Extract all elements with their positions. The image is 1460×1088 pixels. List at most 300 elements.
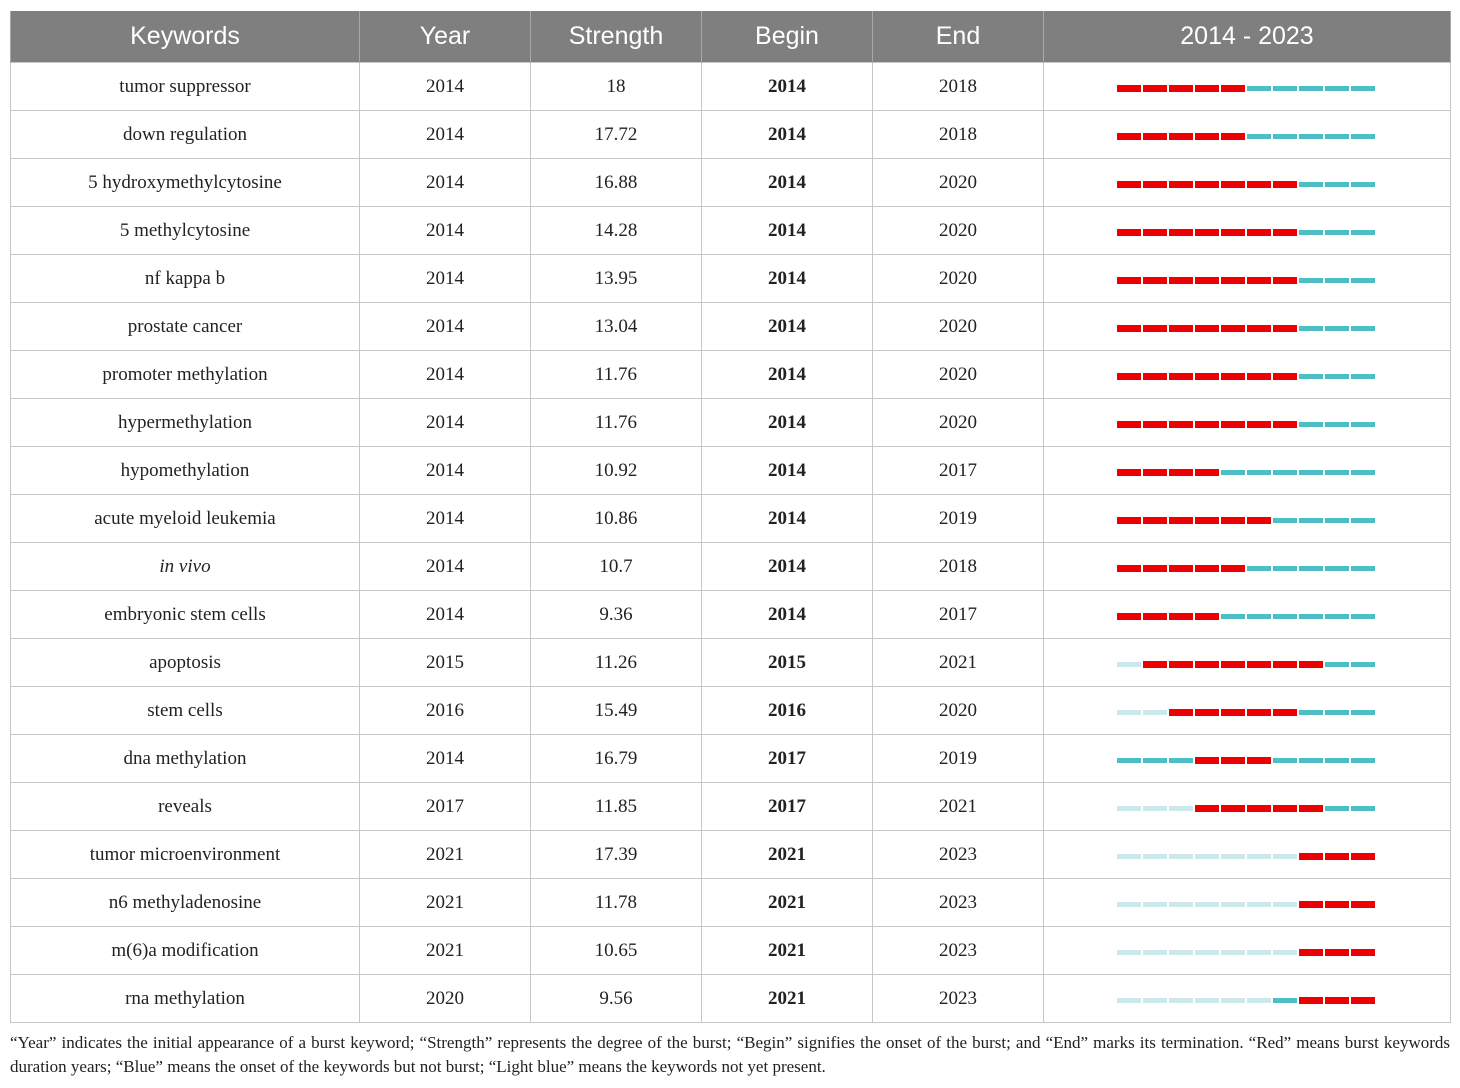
begin-cell: 2014 [702, 495, 873, 543]
timeline-segment-present-2023 [1351, 230, 1375, 235]
timeline-cell [1044, 879, 1451, 927]
strength-cell: 13.95 [531, 255, 702, 303]
timeline-segment-absent-2014 [1117, 950, 1141, 955]
strength-cell: 10.92 [531, 447, 702, 495]
timeline-segment-burst-2018 [1221, 709, 1245, 716]
begin-cell: 2015 [702, 639, 873, 687]
end-cell: 2020 [873, 351, 1044, 399]
timeline-cell [1044, 111, 1451, 159]
begin-cell: 2021 [702, 975, 873, 1023]
timeline-segment-absent-2016 [1169, 998, 1193, 1003]
begin-cell: 2017 [702, 735, 873, 783]
timeline-segment-burst-2015 [1143, 277, 1167, 284]
keyword-cell: embryonic stem cells [11, 591, 360, 639]
timeline-cell [1044, 927, 1451, 975]
burst-timeline [1044, 399, 1450, 446]
begin-cell: 2021 [702, 879, 873, 927]
timeline-segment-burst-2020 [1273, 661, 1297, 668]
timeline-cell [1044, 735, 1451, 783]
table-row [11, 159, 1451, 207]
begin-cell: 2017 [702, 783, 873, 831]
timeline-cell [1044, 495, 1451, 543]
timeline-segment-burst-2014 [1117, 133, 1141, 140]
timeline-segment-present-2020 [1273, 614, 1297, 619]
timeline-segment-absent-2014 [1117, 806, 1141, 811]
timeline-segment-absent-2014 [1117, 998, 1141, 1003]
table-row [11, 975, 1451, 1023]
timeline-segment-burst-2014 [1117, 565, 1141, 572]
timeline-segment-present-2022 [1325, 518, 1349, 523]
timeline-segment-absent-2015 [1143, 950, 1167, 955]
year-cell: 2014 [360, 255, 531, 303]
table-row [11, 879, 1451, 927]
timeline-segment-burst-2019 [1247, 181, 1271, 188]
timeline-segment-present-2019 [1247, 614, 1271, 619]
timeline-segment-present-2021 [1299, 182, 1323, 187]
timeline-segment-burst-2021 [1299, 997, 1323, 1004]
timeline-segment-present-2023 [1351, 614, 1375, 619]
timeline-segment-absent-2016 [1169, 902, 1193, 907]
timeline-segment-burst-2017 [1195, 517, 1219, 524]
strength-cell: 11.76 [531, 399, 702, 447]
strength-cell: 10.65 [531, 927, 702, 975]
begin-cell: 2014 [702, 63, 873, 111]
timeline-segment-present-2022 [1325, 470, 1349, 475]
timeline-segment-present-2021 [1299, 86, 1323, 91]
end-cell: 2018 [873, 111, 1044, 159]
timeline-segment-present-2021 [1299, 230, 1323, 235]
timeline-segment-present-2021 [1299, 518, 1323, 523]
timeline-segment-burst-2016 [1169, 181, 1193, 188]
timeline-segment-burst-2020 [1273, 181, 1297, 188]
table-caption: “Year” indicates the initial appearance of a burst keyword; “Strength” represents the degree of the burst; “Begin” signifies the onset of the burst; and “End” marks its termination. “Red” means burst keywords duration years; “Blue” means the onset of the keywords but not burst; “Light blue” means the keywords not yet present. [10, 1033, 1450, 1076]
timeline-segment-burst-2019 [1247, 805, 1271, 812]
timeline-segment-burst-2015 [1143, 613, 1167, 620]
keyword-cell: prostate cancer [11, 303, 360, 351]
timeline-segment-burst-2019 [1247, 373, 1271, 380]
year-cell: 2021 [360, 831, 531, 879]
timeline-segment-present-2021 [1299, 614, 1323, 619]
keyword-cell: in vivo [11, 543, 360, 591]
timeline-segment-present-2023 [1351, 278, 1375, 283]
timeline-segment-present-2020 [1273, 998, 1297, 1003]
year-cell: 2014 [360, 303, 531, 351]
timeline-segment-burst-2019 [1247, 421, 1271, 428]
timeline-segment-present-2022 [1325, 662, 1349, 667]
timeline-cell [1044, 255, 1451, 303]
timeline-segment-present-2016 [1169, 758, 1193, 763]
timeline-segment-present-2021 [1299, 326, 1323, 331]
year-cell: 2014 [360, 495, 531, 543]
header-strength: Strength [531, 11, 702, 63]
timeline-segment-burst-2015 [1143, 325, 1167, 332]
timeline-segment-burst-2019 [1247, 661, 1271, 668]
timeline-segment-burst-2015 [1143, 517, 1167, 524]
strength-cell: 11.78 [531, 879, 702, 927]
timeline-segment-burst-2023 [1351, 949, 1375, 956]
timeline-segment-absent-2017 [1195, 854, 1219, 859]
end-cell: 2020 [873, 207, 1044, 255]
keyword-cell: hypomethylation [11, 447, 360, 495]
timeline-segment-burst-2019 [1247, 229, 1271, 236]
end-cell: 2023 [873, 975, 1044, 1023]
end-cell: 2017 [873, 447, 1044, 495]
table-row [11, 399, 1451, 447]
burst-keywords-table [10, 11, 1451, 1023]
table-row [11, 351, 1451, 399]
timeline-segment-burst-2017 [1195, 661, 1219, 668]
timeline-segment-burst-2022 [1325, 853, 1349, 860]
timeline-segment-burst-2014 [1117, 613, 1141, 620]
keyword-cell: dna methylation [11, 735, 360, 783]
end-cell: 2020 [873, 255, 1044, 303]
timeline-segment-burst-2020 [1273, 325, 1297, 332]
timeline-segment-burst-2021 [1299, 805, 1323, 812]
timeline-segment-burst-2019 [1247, 757, 1271, 764]
timeline-segment-present-2022 [1325, 806, 1349, 811]
timeline-segment-absent-2014 [1117, 710, 1141, 715]
timeline-segment-burst-2019 [1247, 709, 1271, 716]
timeline-segment-burst-2014 [1117, 85, 1141, 92]
begin-cell: 2014 [702, 543, 873, 591]
table-row [11, 735, 1451, 783]
table-row [11, 207, 1451, 255]
end-cell: 2021 [873, 783, 1044, 831]
table-header-row [11, 11, 1451, 63]
strength-cell: 9.36 [531, 591, 702, 639]
timeline-segment-present-2023 [1351, 662, 1375, 667]
timeline-segment-absent-2018 [1221, 854, 1245, 859]
timeline-segment-burst-2016 [1169, 565, 1193, 572]
timeline-segment-absent-2020 [1273, 854, 1297, 859]
timeline-cell [1044, 543, 1451, 591]
timeline-segment-present-2023 [1351, 806, 1375, 811]
timeline-segment-burst-2020 [1273, 229, 1297, 236]
end-cell: 2019 [873, 495, 1044, 543]
burst-timeline [1044, 879, 1450, 926]
table-row [11, 927, 1451, 975]
timeline-segment-burst-2014 [1117, 421, 1141, 428]
timeline-segment-burst-2016 [1169, 325, 1193, 332]
timeline-segment-present-2023 [1351, 710, 1375, 715]
keyword-cell: n6 methyladenosine [11, 879, 360, 927]
timeline-segment-present-2021 [1299, 470, 1323, 475]
strength-cell: 14.28 [531, 207, 702, 255]
timeline-segment-absent-2016 [1169, 950, 1193, 955]
timeline-segment-burst-2015 [1143, 421, 1167, 428]
begin-cell: 2014 [702, 303, 873, 351]
timeline-segment-absent-2019 [1247, 950, 1271, 955]
table-row [11, 495, 1451, 543]
timeline-segment-burst-2018 [1221, 85, 1245, 92]
timeline-cell [1044, 159, 1451, 207]
timeline-segment-burst-2016 [1169, 421, 1193, 428]
year-cell: 2020 [360, 975, 531, 1023]
burst-timeline [1044, 255, 1450, 302]
begin-cell: 2021 [702, 927, 873, 975]
end-cell: 2021 [873, 639, 1044, 687]
timeline-segment-burst-2017 [1195, 277, 1219, 284]
timeline-segment-burst-2021 [1299, 853, 1323, 860]
strength-cell: 10.7 [531, 543, 702, 591]
burst-timeline [1044, 783, 1450, 830]
timeline-segment-burst-2015 [1143, 373, 1167, 380]
timeline-cell [1044, 63, 1451, 111]
timeline-segment-present-2022 [1325, 230, 1349, 235]
timeline-segment-burst-2018 [1221, 421, 1245, 428]
timeline-segment-burst-2015 [1143, 133, 1167, 140]
timeline-segment-present-2022 [1325, 326, 1349, 331]
timeline-segment-burst-2022 [1325, 901, 1349, 908]
year-cell: 2014 [360, 543, 531, 591]
timeline-segment-burst-2015 [1143, 469, 1167, 476]
timeline-segment-absent-2017 [1195, 998, 1219, 1003]
timeline-segment-burst-2014 [1117, 469, 1141, 476]
begin-cell: 2014 [702, 159, 873, 207]
strength-cell: 9.56 [531, 975, 702, 1023]
timeline-segment-absent-2020 [1273, 950, 1297, 955]
year-cell: 2015 [360, 639, 531, 687]
begin-cell: 2016 [702, 687, 873, 735]
timeline-segment-absent-2015 [1143, 710, 1167, 715]
burst-timeline [1044, 159, 1450, 206]
strength-cell: 15.49 [531, 687, 702, 735]
timeline-segment-burst-2023 [1351, 853, 1375, 860]
timeline-cell [1044, 687, 1451, 735]
burst-timeline [1044, 831, 1450, 878]
strength-cell: 10.86 [531, 495, 702, 543]
timeline-segment-burst-2016 [1169, 517, 1193, 524]
keyword-cell: 5 methylcytosine [11, 207, 360, 255]
timeline-segment-burst-2017 [1195, 805, 1219, 812]
burst-timeline [1044, 207, 1450, 254]
year-cell: 2014 [360, 399, 531, 447]
timeline-segment-burst-2014 [1117, 181, 1141, 188]
burst-timeline [1044, 495, 1450, 542]
timeline-segment-absent-2019 [1247, 998, 1271, 1003]
timeline-segment-burst-2017 [1195, 565, 1219, 572]
table-row [11, 639, 1451, 687]
strength-cell: 11.26 [531, 639, 702, 687]
timeline-segment-burst-2020 [1273, 373, 1297, 380]
timeline-cell [1044, 639, 1451, 687]
strength-cell: 13.04 [531, 303, 702, 351]
header-year-range: 2014 - 2023 [1044, 11, 1451, 63]
timeline-segment-burst-2016 [1169, 277, 1193, 284]
year-cell: 2014 [360, 111, 531, 159]
timeline-segment-present-2023 [1351, 134, 1375, 139]
begin-cell: 2014 [702, 351, 873, 399]
timeline-segment-burst-2015 [1143, 181, 1167, 188]
year-cell: 2014 [360, 735, 531, 783]
timeline-segment-burst-2017 [1195, 469, 1219, 476]
timeline-segment-present-2021 [1299, 710, 1323, 715]
strength-cell: 18 [531, 63, 702, 111]
table-row [11, 63, 1451, 111]
timeline-segment-burst-2016 [1169, 229, 1193, 236]
timeline-segment-absent-2015 [1143, 902, 1167, 907]
end-cell: 2023 [873, 831, 1044, 879]
timeline-segment-burst-2021 [1299, 949, 1323, 956]
timeline-segment-burst-2018 [1221, 229, 1245, 236]
begin-cell: 2014 [702, 207, 873, 255]
timeline-segment-burst-2018 [1221, 133, 1245, 140]
begin-cell: 2021 [702, 831, 873, 879]
timeline-segment-burst-2016 [1169, 613, 1193, 620]
timeline-segment-present-2014 [1117, 758, 1141, 763]
timeline-segment-burst-2021 [1299, 661, 1323, 668]
timeline-segment-burst-2019 [1247, 325, 1271, 332]
timeline-segment-burst-2022 [1325, 997, 1349, 1004]
timeline-segment-absent-2018 [1221, 998, 1245, 1003]
timeline-segment-present-2022 [1325, 710, 1349, 715]
burst-timeline [1044, 927, 1450, 974]
burst-timeline [1044, 111, 1450, 158]
header-begin: Begin [702, 11, 873, 63]
timeline-segment-present-2021 [1299, 278, 1323, 283]
timeline-segment-burst-2018 [1221, 661, 1245, 668]
timeline-segment-absent-2016 [1169, 806, 1193, 811]
timeline-segment-present-2022 [1325, 422, 1349, 427]
timeline-cell [1044, 975, 1451, 1023]
timeline-segment-present-2022 [1325, 374, 1349, 379]
timeline-segment-burst-2018 [1221, 517, 1245, 524]
timeline-segment-present-2021 [1299, 758, 1323, 763]
table-row [11, 831, 1451, 879]
table-row [11, 111, 1451, 159]
timeline-segment-present-2022 [1325, 566, 1349, 571]
year-cell: 2014 [360, 591, 531, 639]
strength-cell: 17.39 [531, 831, 702, 879]
timeline-segment-burst-2015 [1143, 85, 1167, 92]
burst-timeline [1044, 351, 1450, 398]
timeline-segment-burst-2016 [1169, 661, 1193, 668]
timeline-segment-burst-2019 [1247, 517, 1271, 524]
keyword-cell: reveals [11, 783, 360, 831]
year-cell: 2014 [360, 207, 531, 255]
timeline-segment-burst-2020 [1273, 805, 1297, 812]
timeline-segment-absent-2019 [1247, 854, 1271, 859]
table-row [11, 591, 1451, 639]
year-cell: 2014 [360, 63, 531, 111]
timeline-segment-burst-2020 [1273, 277, 1297, 284]
timeline-segment-burst-2018 [1221, 181, 1245, 188]
year-cell: 2017 [360, 783, 531, 831]
end-cell: 2023 [873, 927, 1044, 975]
timeline-segment-burst-2020 [1273, 709, 1297, 716]
table-row [11, 687, 1451, 735]
timeline-cell [1044, 399, 1451, 447]
burst-timeline [1044, 591, 1450, 638]
table-body [11, 63, 1451, 1023]
begin-cell: 2014 [702, 447, 873, 495]
begin-cell: 2014 [702, 111, 873, 159]
table-row [11, 303, 1451, 351]
timeline-cell [1044, 303, 1451, 351]
timeline-segment-absent-2018 [1221, 950, 1245, 955]
timeline-segment-burst-2017 [1195, 133, 1219, 140]
end-cell: 2018 [873, 543, 1044, 591]
timeline-segment-burst-2017 [1195, 325, 1219, 332]
strength-cell: 11.76 [531, 351, 702, 399]
timeline-segment-absent-2014 [1117, 902, 1141, 907]
timeline-segment-burst-2023 [1351, 901, 1375, 908]
timeline-segment-burst-2015 [1143, 565, 1167, 572]
timeline-segment-present-2022 [1325, 614, 1349, 619]
timeline-segment-burst-2015 [1143, 229, 1167, 236]
year-cell: 2021 [360, 879, 531, 927]
strength-cell: 17.72 [531, 111, 702, 159]
burst-timeline [1044, 63, 1450, 110]
year-cell: 2014 [360, 159, 531, 207]
end-cell: 2020 [873, 303, 1044, 351]
timeline-segment-burst-2017 [1195, 613, 1219, 620]
timeline-cell [1044, 351, 1451, 399]
timeline-segment-absent-2016 [1169, 854, 1193, 859]
end-cell: 2019 [873, 735, 1044, 783]
timeline-segment-present-2019 [1247, 470, 1271, 475]
timeline-cell [1044, 207, 1451, 255]
timeline-segment-present-2023 [1351, 422, 1375, 427]
table-row [11, 447, 1451, 495]
end-cell: 2020 [873, 159, 1044, 207]
timeline-segment-burst-2016 [1169, 469, 1193, 476]
timeline-segment-burst-2016 [1169, 709, 1193, 716]
timeline-cell [1044, 591, 1451, 639]
timeline-segment-present-2020 [1273, 134, 1297, 139]
timeline-segment-absent-2019 [1247, 902, 1271, 907]
timeline-segment-burst-2016 [1169, 133, 1193, 140]
timeline-segment-present-2022 [1325, 86, 1349, 91]
burst-timeline [1044, 735, 1450, 782]
timeline-cell [1044, 783, 1451, 831]
timeline-segment-burst-2016 [1169, 85, 1193, 92]
keyword-cell: acute myeloid leukemia [11, 495, 360, 543]
end-cell: 2018 [873, 63, 1044, 111]
timeline-segment-present-2021 [1299, 374, 1323, 379]
keyword-cell: hypermethylation [11, 399, 360, 447]
timeline-segment-burst-2017 [1195, 85, 1219, 92]
timeline-segment-burst-2018 [1221, 757, 1245, 764]
keyword-cell: promoter methylation [11, 351, 360, 399]
year-cell: 2014 [360, 351, 531, 399]
table-row [11, 543, 1451, 591]
timeline-segment-burst-2018 [1221, 565, 1245, 572]
end-cell: 2020 [873, 399, 1044, 447]
timeline-segment-present-2021 [1299, 566, 1323, 571]
timeline-segment-present-2020 [1273, 470, 1297, 475]
timeline-segment-burst-2014 [1117, 325, 1141, 332]
timeline-segment-present-2022 [1325, 134, 1349, 139]
timeline-segment-absent-2015 [1143, 854, 1167, 859]
timeline-segment-present-2020 [1273, 518, 1297, 523]
timeline-segment-present-2022 [1325, 278, 1349, 283]
year-cell: 2021 [360, 927, 531, 975]
timeline-segment-absent-2017 [1195, 902, 1219, 907]
timeline-segment-absent-2014 [1117, 854, 1141, 859]
timeline-segment-present-2020 [1273, 566, 1297, 571]
timeline-segment-burst-2017 [1195, 421, 1219, 428]
end-cell: 2023 [873, 879, 1044, 927]
timeline-segment-burst-2014 [1117, 277, 1141, 284]
timeline-segment-absent-2014 [1117, 662, 1141, 667]
keyword-cell: tumor microenvironment [11, 831, 360, 879]
table-row [11, 783, 1451, 831]
year-cell: 2014 [360, 447, 531, 495]
timeline-segment-present-2021 [1299, 422, 1323, 427]
timeline-segment-burst-2023 [1351, 997, 1375, 1004]
timeline-segment-present-2023 [1351, 566, 1375, 571]
